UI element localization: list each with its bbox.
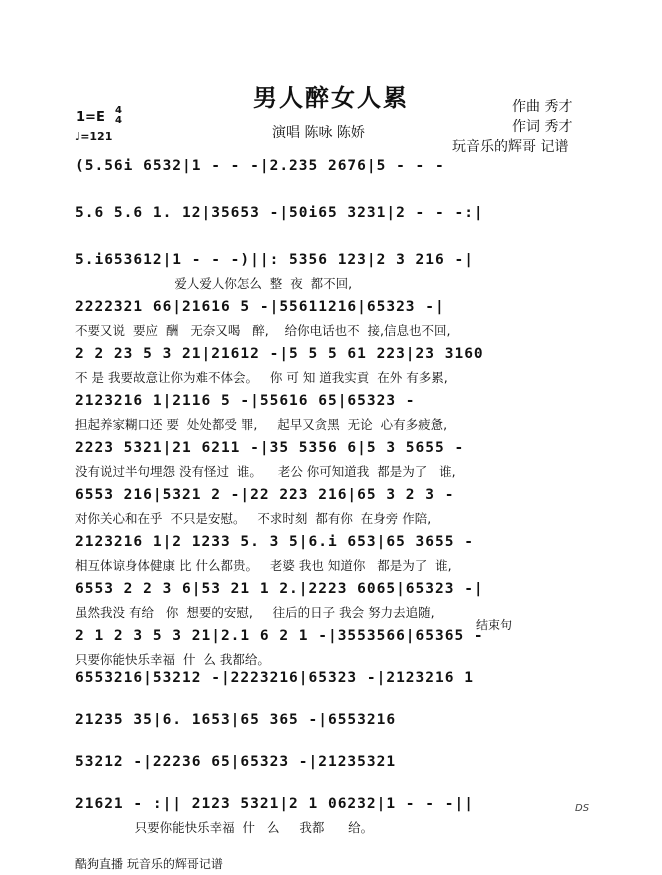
lyric-line: 相互体谅身体健康 比 什么都贵。 老婆 我也 知道你 都是为了 谁, bbox=[75, 558, 452, 573]
notation-row: 2123216 1|2116 5 -|55616 65|65323 - bbox=[75, 393, 416, 409]
transcriber-signature: DS bbox=[575, 803, 590, 814]
notation-row: 53212 -|22236 65|65323 -|21235321 bbox=[75, 754, 397, 770]
notation-row: 2222321 66|21616 5 -|55611216|65323 -| bbox=[75, 299, 445, 315]
song-title: 男人醉女人累 bbox=[253, 84, 409, 112]
lyric-line: 担起养家糊口还 要 处处都受 罪, 起早又贪黑 无论 心有多疲惫, bbox=[75, 417, 448, 432]
key-signature: 1=E bbox=[76, 110, 105, 125]
notation-row: 21235 35|6. 1653|65 365 -|6553216 bbox=[75, 712, 397, 728]
lyric-line: 虽然我没 有给 你 想要的安慰, 往后的日子 我会 努力去追随, bbox=[75, 605, 435, 620]
notation-row: (5.56i 6532|1 - - -|2.235 2676|5 - - - bbox=[75, 158, 445, 174]
lyric-line: 不要又说 要应 酬 无奈又喝 醉, 给你电话也不 接,信息也不回, bbox=[75, 323, 451, 338]
lyric-line: 爱人爱人你怎么 整 夜 都不回, bbox=[75, 276, 353, 291]
lyric-line: 只要你能快乐幸福 什 么 我都 给。 bbox=[75, 820, 374, 835]
meter-bottom: 4 bbox=[115, 115, 122, 126]
notation-row: 6553216|53212 -|2223216|65323 -|2123216 1 bbox=[75, 670, 474, 686]
lyric-line: 只要你能快乐幸福 什 么 我都给。 bbox=[75, 652, 270, 667]
lyric-line: 没有说过半句埋怨 没有怪过 谁。 老公 你可知道我 都是为了 谁, bbox=[75, 464, 456, 479]
time-signature bbox=[115, 106, 122, 126]
notation-row: 6553 2 2 3 6|53 21 1 2.|2223 6065|65323 -| bbox=[75, 581, 484, 597]
tempo-marking: ♩=121 bbox=[75, 130, 113, 143]
notation-row: 2123216 1|2 1233 5. 3 5|6.i 653|65 3655 - bbox=[75, 534, 474, 550]
notation-row: 2223 5321|21 6211 -|35 5356 6|5 3 5655 - bbox=[75, 440, 465, 456]
meter-top: 4 bbox=[115, 105, 122, 116]
footer-note: 酷狗直播 玩音乐的辉哥记谱 bbox=[75, 857, 223, 871]
lyric-line: 对你关心和在乎 不只是安慰。 不求时刻 都有你 在身旁 作陪, bbox=[75, 511, 432, 526]
notation-row: 6553 216|5321 2 -|22 223 216|65 3 2 3 - bbox=[75, 487, 455, 503]
notation-row: 2 2 23 5 3 21|21612 -|5 5 5 61 223|23 3160 bbox=[75, 346, 484, 362]
lyricist-credit: 作词 秀才 bbox=[512, 119, 573, 135]
notation-row: 21621 - :|| 2123 5321|2 1 06232|1 - - -|| bbox=[75, 796, 474, 812]
transcriber-credit: 玩音乐的辉哥 记谱 bbox=[452, 139, 569, 155]
notation-row: 5.i653612|1 - - -)||: 5356 123|2 3 216 -| bbox=[75, 252, 474, 268]
lyric-line: 不 是 我要故意让你为难不体会。 你 可 知 道我实貢 在外 有多累, bbox=[75, 370, 448, 385]
notation-row: 2 1 2 3 5 3 21|2.1 6 2 1 -|3553566|65365 - bbox=[75, 628, 484, 644]
composer-credit: 作曲 秀才 bbox=[512, 99, 573, 115]
end-phrase-mark: 结束句 bbox=[476, 618, 513, 632]
singers-line: 演唱 陈咏 陈娇 bbox=[272, 125, 365, 141]
notation-row: 5.6 5.6 1. 12|35653 -|50i65 3231|2 - - -:| bbox=[75, 205, 484, 221]
